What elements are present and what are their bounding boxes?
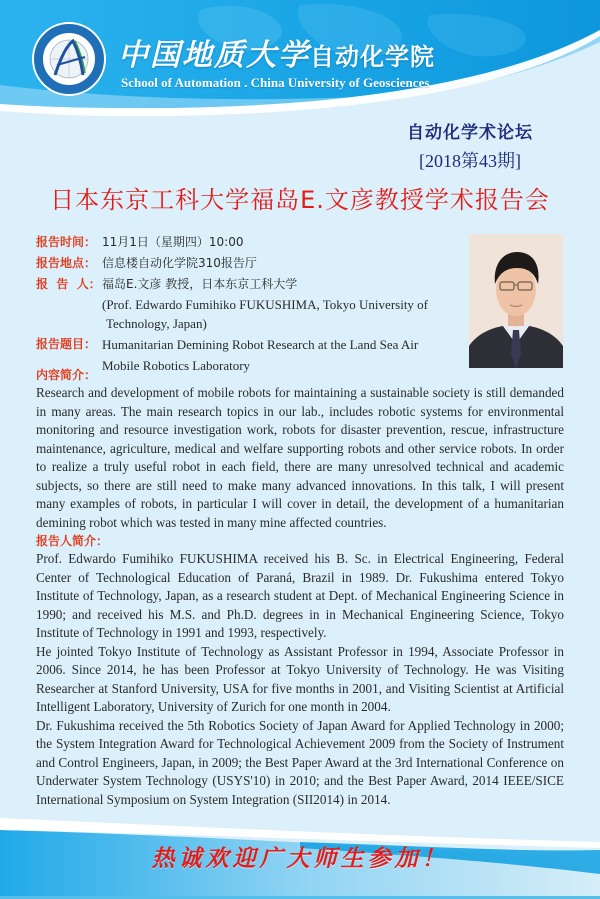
forum-name: 自动化学术论坛: [407, 123, 533, 143]
school-name-cn: 自动化学院: [310, 43, 435, 71]
main-title: 日本东京工科大学福岛E.文彦教授学术报告会: [50, 186, 550, 214]
forum-issue: [2018第43期]: [419, 151, 521, 171]
university-logo: [34, 24, 104, 94]
footer-banner: [0, 812, 600, 899]
place-label: 报告地点：: [36, 256, 97, 270]
speaker-photo: [469, 234, 563, 368]
speaker-label: 报 告 人：: [36, 277, 101, 291]
speaker-en-line1: (Prof. Edwardo Fumihiko FUKUSHIMA, Tokyo University of: [102, 297, 429, 312]
info-topic: [36, 334, 446, 356]
place-value: 信息楼自动化学院310报告厅: [102, 256, 257, 270]
abstract-text: Research and development of mobile robots for maintaining a sustainable society is still demanded in many areas. The main research topics in our lab., includes robotic systems for environmental monitoring and resource investigation work, robots for disaster prevention, rescue, infrastructure maintenance, agriculture, medical and welfare supporting robots and other service robots. In order to realize a truly useful robot in each field, there are many unresolved technical and academic subjects, so there are still need to make many advanced innovations. In this talk, I will present many examples of robots, in particular I will cover in detail, the development of a humanitarian demining robot which was tested in many mine affected countries.: [36, 385, 564, 530]
info-time: [36, 232, 446, 253]
bio-paragraph: Dr. Fukushima received the 5th Robotics Society of Japan Award for Applied Technology in 2000; the System Integration Award for Technological Achievement 2009 from the Society of Instrument and Control Engineers, Japan, in 2009; the Best Paper Award at the 3rd International Conference on Underwater System Technology (USYS'10) in 2010; and the Best Paper Award, 2014 IEEE/SICE International Symposium on System Integration (SII2014) in 2014.: [36, 717, 564, 807]
info-place: [36, 253, 446, 274]
header-title: [118, 30, 435, 74]
forum-tag: [390, 118, 550, 173]
lecture-info: [36, 232, 446, 375]
abstract-heading: 内容简介：: [36, 368, 97, 382]
bio-heading: 报告人简介：: [36, 534, 109, 548]
topic-line1: Humanitarian Demining Robot Research at the Land Sea Air: [102, 337, 419, 352]
topic-label: 报告题目：: [36, 337, 97, 351]
info-speaker: [36, 274, 446, 295]
bio-paragraph: He jointed Tokyo Institute of Technology as Assistant Professor in 1994, Associate Professor in 2006. Since 2014, he has been Professor at Tokyo University of Technology. He was Visiting Researcher at Stanford University, USA for five months in 2001, and Visiting Scientist at Artificial Intelligent Laboratory, University of Zurich for one month in 2004.: [36, 643, 564, 714]
speaker-en-line2: Technology, Japan): [106, 316, 207, 331]
bio-paragraph: Prof. Edwardo Fumihiko FUKUSHIMA received his B. Sc. in Electrical Engineering, Federal Center of Technological Education of Paraná, Brazil in 1989. Dr. Fukushima entered Tokyo Institute of Technology, Japan, as a research student at Dept. of Mechanical Engineering Science in 1990; and received his M.S. and Ph.D. degrees in in Mechanical Engineering Science, Tokyo Institute of Technology in 1991 and 1993, respectively.: [36, 551, 564, 640]
welcome-slogan: 热诚欢迎广大师生参加！: [151, 845, 449, 872]
header-subtitle-en: School of Automation . China University of Geosciences: [121, 75, 430, 90]
speaker-value: 福岛E.文彦 教授，日本东京工科大学: [102, 277, 298, 291]
topic-line2: Mobile Robotics Laboratory: [102, 358, 251, 373]
body-content: [36, 366, 564, 865]
time-label: 报告时间：: [36, 235, 97, 249]
time-value: 11月1日（星期四）10:00: [102, 235, 244, 249]
header-banner: [0, 0, 600, 125]
university-name-cn: 中国地质大学: [118, 38, 310, 73]
